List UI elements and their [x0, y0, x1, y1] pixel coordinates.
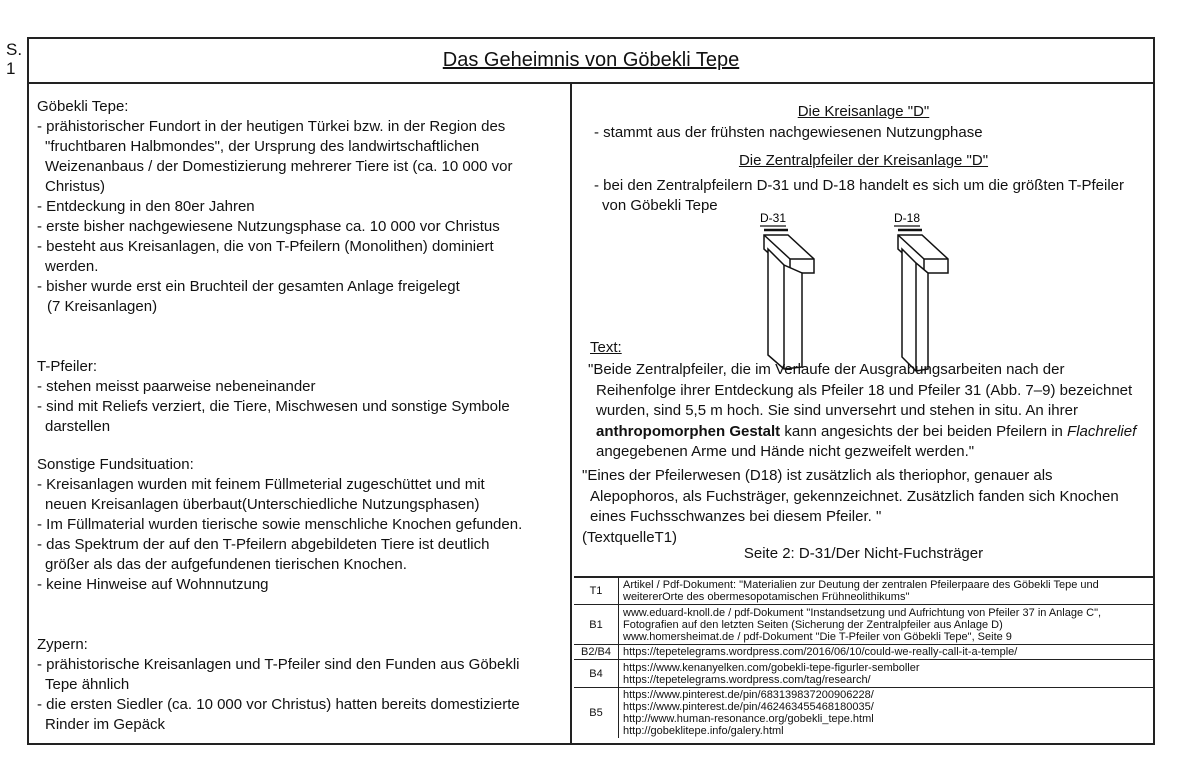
source-cell: www.eduard-knoll.de / pdf-Dokument "Instandsetzung und Aufrichtung von Pfeiler 37 in Anlage C", Fotografien auf den letzten Seiten (Sicherung der Zentralpfeiler aus Anlage D) www.homersheimat.de / pdf-Dokument "Die T-Pfeiler von Göbekli Tepe", Seite 9	[619, 605, 1154, 645]
text-line: - bisher wurde erst ein Bruchteil der gesamten Anlage freigelegt	[37, 278, 460, 295]
section-zypern	[37, 635, 562, 735]
text-line: Christus)	[45, 178, 106, 195]
quote-2	[582, 466, 1142, 548]
column-divider	[570, 82, 572, 743]
page-title: Das Geheimnis von Göbekli Tepe	[29, 39, 1153, 84]
text-line: - Im Füllmaterial wurden tierische sowie menschliche Knochen gefunden.	[37, 516, 523, 533]
text-line: - sind mit Reliefs verziert, die Tiere, Mischwesen und sonstige Symbole	[37, 398, 510, 415]
text-line: - Kreisanlagen wurden mit feinem Füllmeterial zugeschüttet und mit	[37, 476, 485, 493]
text-line: Sonstige Fundsituation:	[37, 456, 194, 473]
bold-term: anthropomorphen Gestalt	[596, 422, 781, 440]
text-label: Text:	[590, 339, 622, 356]
source-note: (TextquelleT1)	[582, 528, 678, 546]
text-line: (7 Kreisanlagen)	[47, 298, 158, 315]
source-key: B4	[574, 660, 619, 688]
text-line: T-Pfeiler:	[37, 358, 98, 375]
table-row	[574, 645, 1153, 660]
source-cell: https://www.pinterest.de/pin/683139837200906228/ https://www.pinterest.de/pin/462463455468180035/ http://www.human-resonance.org/gobekli_tepe.html http://gobeklitepe.info/galery.html	[619, 688, 1154, 739]
italic-term: Flachrelief	[1067, 422, 1137, 440]
quote-line-mixed: anthropomorphen Gestalt kann angesichts der bei beiden Pfeilern in Flachrelief	[596, 422, 1137, 440]
text-line: - keine Hinweise auf Wohnnutzung	[37, 576, 269, 593]
source-key: B5	[574, 688, 619, 739]
text-line: - besteht aus Kreisanlagen, die von T-Pfeilern (Monolithen) dominiert	[37, 238, 494, 255]
heading-kreisanlage-d: Die Kreisanlage "D"	[797, 103, 930, 120]
table-row	[574, 688, 1153, 739]
left-column	[37, 97, 562, 735]
text-line: werden.	[45, 258, 99, 275]
zentralpfeiler-text-1: - bei den Zentralpfeilern D-31 und D-18 handelt es sich um die größten T-Pfeiler	[594, 176, 1125, 194]
table-row	[574, 660, 1153, 688]
quote-line: angegebenen Arme und Hände nicht gezweifelt werden."	[596, 443, 975, 460]
pillar-label-d31: D-31	[760, 211, 787, 225]
text-line: - prähistorische Kreisanlagen und T-Pfeiler sind den Funden aus Göbekli	[37, 656, 520, 673]
quote-line: Alepophoros, als Fuchsträger, gekennzeichnet. Zusätzlich fanden sich Knochen	[590, 487, 1119, 505]
text-line: - stehen meisst paarweise nebeneinander	[37, 378, 316, 395]
text-line: Zypern:	[37, 636, 88, 653]
text-line: Weizenanbaus / der Domestizierung mehrerer Tiere ist (ca. 10 000 vor	[45, 158, 513, 175]
pillar-diagram	[754, 207, 1054, 332]
quote-line: Reihenfolge ihrer Entdeckung als Pfeiler 18 und Pfeiler 31 (Abb. 7–9) bezeichnet	[596, 381, 1133, 399]
text-line: Tepe ähnlich	[45, 676, 130, 693]
pillar-d18	[894, 211, 948, 371]
text-line: Rinder im Gepäck	[45, 716, 166, 733]
text-line: größer als das der aufgefundenen tierischen Knochen.	[45, 556, 407, 573]
kreisanlage-text: - stammt aus der frühsten nachgewiesenen Nutzungphase	[594, 123, 983, 141]
text-line: neuen Kreisanlagen überbaut(Unterschiedliche Nutzungsphasen)	[45, 496, 480, 513]
table-row	[574, 605, 1153, 645]
source-cell: https://www.kenanyelken.com/gobekli-tepe-figurler-semboller https://tepetelegrams.wordpress.com/tag/research/	[619, 660, 1154, 688]
source-key: T1	[574, 577, 619, 605]
section-t-pfeiler	[37, 357, 562, 437]
section-goebekli-tepe	[37, 97, 562, 317]
source-key: B1	[574, 605, 619, 645]
sources-table	[574, 576, 1153, 738]
text-line: - prähistorischer Fundort in der heutigen Türkei bzw. in der Region des	[37, 118, 506, 135]
quote-line: "Beide Zentralpfeiler, die im Verlaufe der Ausgrabungsarbeiten nach der	[588, 361, 1065, 378]
quote-1	[588, 360, 1148, 463]
source-cell: https://tepetelegrams.wordpress.com/2016/06/10/could-we-really-call-it-a-temple/	[619, 645, 1154, 660]
text-line: Göbekli Tepe:	[37, 98, 129, 115]
text-line: darstellen	[45, 418, 111, 435]
quote-line: eines Fuchsschwanzes bei diesem Pfeiler. "	[590, 508, 882, 525]
zentralpfeiler-text-2: von Göbekli Tepe	[602, 197, 718, 214]
text-line: - das Spektrum der auf den T-Pfeilern abgebildeten Tiere ist deutlich	[37, 536, 490, 553]
right-column	[574, 82, 1153, 743]
source-cell: Artikel / Pdf-Dokument: "Materialien zur Deutung der zentralen Pfeilerpaare des Göbekli Tepe und weitererOrte des obermesopotamischen Frühneolithikums"	[619, 577, 1154, 605]
heading-zentralpfeiler: Die Zentralpfeiler der Kreisanlage "D"	[738, 152, 989, 169]
page-2-note: Seite 2: D-31/Der Nicht-Fuchsträger	[743, 545, 984, 562]
pillar-d31	[760, 211, 814, 369]
quote-line: wurden, sind 5,5 m hoch. Sie sind unversehrt und stehen in situ. An ihrer	[596, 402, 1078, 419]
table-row	[574, 577, 1153, 605]
worksheet-frame	[27, 37, 1155, 745]
text-line: - Entdeckung in den 80er Jahren	[37, 198, 255, 215]
quote-line: "Eines der Pfeilerwesen (D18) ist zusätzlich als theriophor, genauer als	[582, 467, 1053, 484]
page-number: S. 1	[6, 40, 23, 78]
text-line: "fruchtbaren Halbmondes", der Ursprung des landwirtschaftlichen	[45, 138, 480, 155]
text-line: - erste bisher nachgewiesene Nutzungsphase ca. 10 000 vor Christus	[37, 218, 500, 235]
section-fundsituation	[37, 455, 562, 595]
source-key: B2/B4	[574, 645, 619, 660]
text-line: - die ersten Siedler (ca. 10 000 vor Christus) hatten bereits domestizierte	[37, 696, 520, 713]
pillar-label-d18: D-18	[894, 211, 921, 225]
